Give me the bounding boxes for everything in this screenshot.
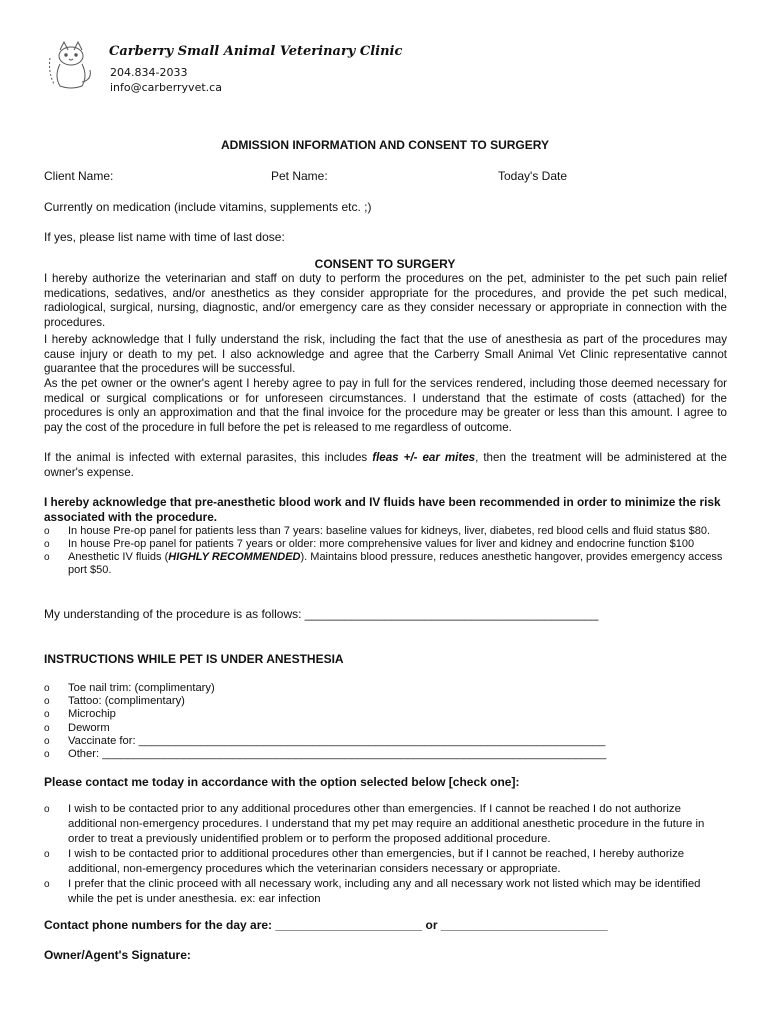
clinic-email: info@carberryvet.ca [110, 81, 222, 94]
anesthesia-item-other[interactable]: o Other: _________________________________________________________________________________ [44, 748, 607, 761]
contact-option-authorize-if-unreachable[interactable]: o I wish to be contacted prior to additional procedures other than emergencies, but if I cannot be reached, I hereby authorize additional, non-emergency procedures which the veterinarian considers necessary or appropriate. [44, 848, 685, 875]
contact-option-proceed-all[interactable]: o I prefer that the clinic proceed with all necessary work, including any and all necessary work not listed which may be identified while the pet is under anesthesia. ex: ear infection [44, 878, 701, 905]
checkbox-bullet[interactable]: o [44, 709, 50, 721]
understanding-field[interactable]: My understanding of the procedure is as follows: ____________________________________________ [44, 607, 599, 621]
contact-option-no-authorize[interactable]: o I wish to be contacted prior to any additional procedures other than emergencies. If I cannot be reached I do not authorize additional non-emergency procedures. I understand that my pet may require an additional anesthetic procedure in the future in order to treat a previously unidentified problem or to perform the proposed additional procedure. [44, 803, 705, 845]
clinic-phone: 204.834-2033 [110, 66, 188, 79]
checkbox-bullet[interactable]: o [44, 696, 50, 708]
bloodwork-option-under-7[interactable]: o In house Pre-op panel for patients less than 7 years: baseline values for kidneys, liver, diabetes, red blood cells and fluid status $80. [44, 525, 711, 537]
contact-phone-field[interactable]: Contact phone numbers for the day are: ______________________ or _________________________ [44, 918, 608, 932]
checkbox-bullet[interactable]: o [44, 749, 50, 761]
checkbox-bullet[interactable]: o [44, 552, 50, 563]
consent-title: CONSENT TO SURGERY [314, 257, 456, 271]
iv-fluids-emphasis: HIGHLY RECOMMENDED [168, 551, 301, 563]
anesthesia-list [44, 682, 727, 761]
checkbox-bullet[interactable]: o [44, 849, 50, 860]
anesthesia-item-deworm[interactable]: o Deworm [44, 721, 110, 734]
bloodwork-option-7-plus[interactable]: o In house Pre-op panel for patients 7 years or older: more comprehensive values for liver and kidney and endocrine function $100 [44, 538, 695, 550]
signature-field[interactable]: Owner/Agent's Signature: [44, 948, 191, 962]
medication-field[interactable]: Currently on medication (include vitamins, supplements etc. ;) [44, 200, 372, 214]
bloodwork-option-iv-fluids[interactable]: o Anesthetic IV fluids (HIGHLY RECOMMENDED). Maintains blood pressure, reduces anesthetic hangover, provides emergency access port $50. [44, 551, 723, 576]
parasites-paragraph [44, 451, 727, 480]
document-title: ADMISSION INFORMATION AND CONSENT TO SURGERY [220, 138, 549, 152]
checkbox-bullet[interactable]: o [44, 879, 50, 890]
consent-authorize-paragraph: I hereby authorize the veterinarian and staff on duty to perform the procedures on the pet, administer to the pet such pain relief medications, sedatives, and/or anesthetics as they consider appropriate for the procedures, and provide the pet such medical, radiological, surgical, nursing, diagnostic, and/or emergency care as they consider necessary or appropriate in connection with the procedures. [44, 272, 727, 329]
parasites-text-after: , then the treatment will be administered at the owner's expense. [44, 451, 727, 479]
checkbox-bullet[interactable]: o [44, 526, 50, 537]
contact-heading: Please contact me today in accordance with the option selected below [check one]: [44, 775, 520, 789]
clinic-name: Carberry Small Animal Veterinary Clinic [109, 44, 403, 59]
todays-date-field[interactable]: Today's Date [498, 169, 567, 183]
checkbox-bullet[interactable]: o [44, 539, 50, 550]
anesthesia-heading: INSTRUCTIONS WHILE PET IS UNDER ANESTHESIA [44, 652, 344, 666]
anesthesia-item-tattoo[interactable]: o Tattoo: (complimentary) [44, 695, 185, 708]
checkbox-bullet[interactable]: o [44, 735, 50, 747]
contact-options-list [44, 802, 727, 907]
anesthesia-item-vaccinate[interactable]: o Vaccinate for: ___________________________________________________________________________ [44, 734, 606, 747]
consent-risk-paragraph: I hereby acknowledge that I fully understand the risk, including the fact that the use of anesthesia as part of the procedures may cause injury or death to my pet. I also acknowledge and agree that the Carberry Small Animal Vet Clinic representative cannot guarantee that the procedures will be successful. [44, 333, 727, 376]
checkbox-bullet[interactable]: o [44, 683, 50, 694]
last-dose-field[interactable]: If yes, please list name with time of last dose: [44, 230, 285, 244]
client-name-field[interactable]: Client Name: [44, 169, 114, 183]
anesthesia-item-microchip[interactable]: o Microchip [44, 708, 116, 721]
checkbox-bullet[interactable]: o [44, 804, 50, 815]
parasites-emphasis: fleas +/- ear mites [372, 451, 476, 464]
pet-name-field[interactable]: Pet Name: [271, 169, 328, 183]
bloodwork-options-list [44, 525, 727, 577]
consent-payment-paragraph: As the pet owner or the owner's agent I hereby agree to pay in full for the services rendered, including those deemed necessary for medical or surgical complications or for unforeseen circumstances. I understand that the estimate of costs (attached) for the procedures is only an approximation and that the final invoice for the procedure may be greater or less than this amount. I agree to pay the cost of the procedure in full before the pet is released to me regardless of outcome. [44, 377, 727, 434]
parasites-text-before: If the animal is infected with external parasites, this includes [44, 451, 373, 464]
bloodwork-heading: I hereby acknowledge that pre-anesthetic blood work and IV fluids have been recommended in order to minimize the risk associated with the procedure. [44, 495, 721, 524]
checkbox-bullet[interactable]: o [44, 722, 50, 734]
anesthesia-item-toe-nail[interactable]: o Toe nail trim: (complimentary) [44, 682, 215, 694]
clinic-logo-cat-icon [46, 38, 96, 92]
